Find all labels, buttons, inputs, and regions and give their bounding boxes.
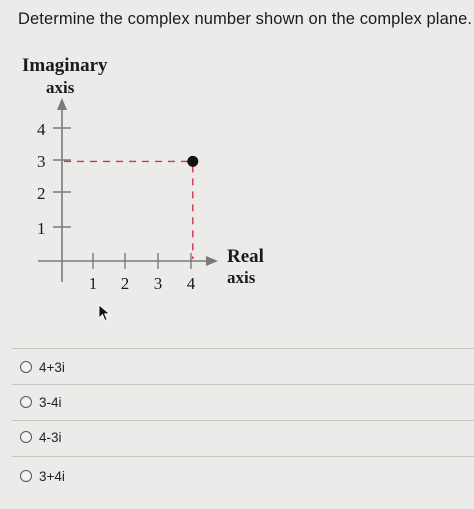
y-axis-label-line2: axis: [46, 78, 75, 97]
answer-divider: [12, 456, 474, 457]
answer-option-label: 3+4i: [39, 468, 65, 484]
plotted-point: [187, 156, 198, 167]
y-tick-label-3: 3: [37, 152, 46, 171]
radio-circle-icon[interactable]: [20, 431, 32, 443]
answer-divider: [12, 348, 474, 349]
answer-option-1[interactable]: [20, 356, 65, 378]
x-axis-arrowhead: [206, 256, 218, 266]
answer-option-label: 3-4i: [39, 394, 62, 410]
radio-circle-icon[interactable]: [20, 396, 32, 408]
answer-option-3[interactable]: [20, 426, 62, 448]
y-axis-arrowhead: [57, 98, 67, 110]
answer-divider: [12, 384, 474, 385]
y-tick-label-4: 4: [37, 120, 46, 139]
y-tick-label-2: 2: [37, 184, 46, 203]
answer-option-4[interactable]: [20, 465, 65, 487]
complex-plane-svg: [0, 40, 474, 340]
answer-option-2[interactable]: [20, 391, 62, 413]
complex-plane-figure: [0, 40, 474, 340]
mouse-pointer-icon: [98, 304, 112, 322]
answer-divider: [12, 420, 474, 421]
question-text: Determine the complex number shown on the complex plane.: [18, 10, 473, 28]
x-tick-label-4: 4: [186, 274, 196, 293]
radio-circle-icon[interactable]: [20, 470, 32, 482]
x-tick-label-3: 3: [153, 274, 163, 293]
x-tick-label-1: 1: [88, 274, 98, 293]
y-tick-label-1: 1: [37, 219, 46, 238]
x-axis-label-line2: axis: [227, 268, 256, 287]
y-axis-label-line1: Imaginary: [22, 55, 108, 76]
y-ticks: [37, 120, 71, 238]
answer-option-label: 4-3i: [39, 429, 62, 445]
x-axis-label-line1: Real: [227, 246, 264, 267]
radio-circle-icon[interactable]: [20, 361, 32, 373]
x-tick-label-2: 2: [120, 274, 130, 293]
answer-option-label: 4+3i: [39, 359, 65, 375]
x-ticks: [89, 253, 196, 293]
